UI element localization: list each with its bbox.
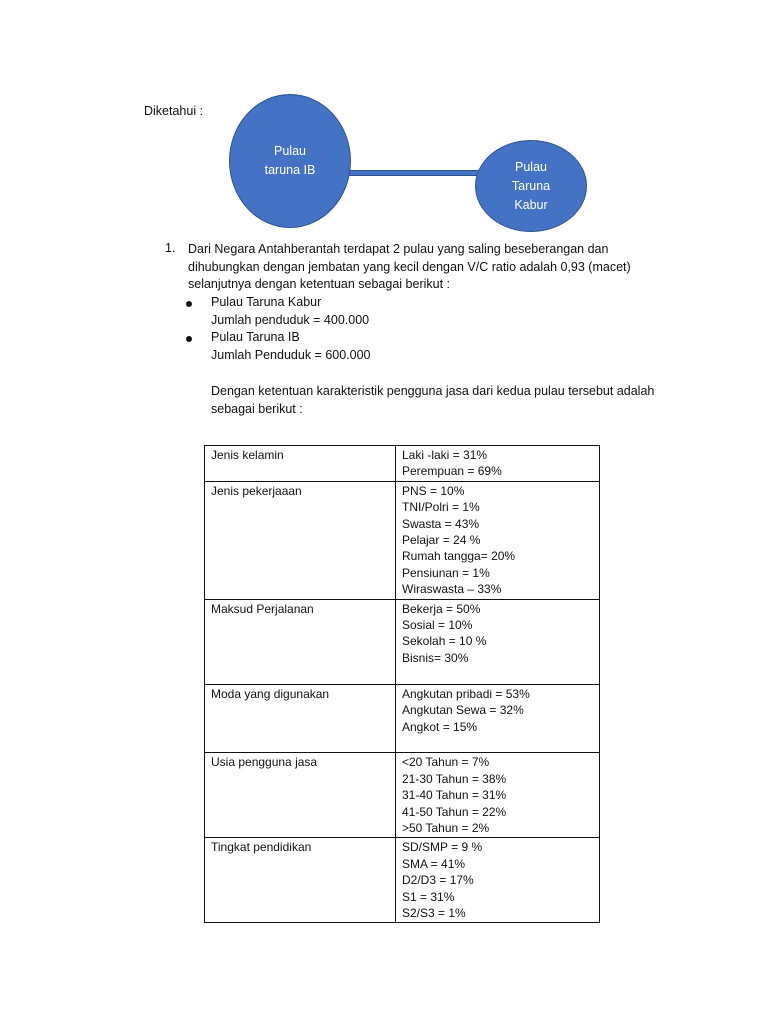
- bullet-title: Pulau Taruna Kabur: [211, 295, 322, 309]
- island-taruna-kabur: [475, 140, 587, 232]
- row-label: Usia pengguna jasa: [205, 753, 396, 838]
- value-line: Angkutan pribadi = 53%: [402, 686, 530, 701]
- value-line: Laki -laki = 31%: [402, 448, 488, 462]
- row-values: [396, 599, 600, 684]
- value-line: 21-30 Tahun = 38%: [402, 771, 507, 786]
- row-label: Tingkat pendidikan: [205, 838, 396, 923]
- row-label: Jenis pekerjaaan: [205, 481, 396, 599]
- row-values: [396, 684, 600, 753]
- value-line: Wiraswasta – 33%: [402, 582, 502, 597]
- paragraph-line: selanjutnya dengan ketentuan sebagai berikut :: [188, 277, 450, 291]
- bullet-item: [211, 329, 371, 364]
- bullet-detail: Jumlah penduduk = 400.000: [211, 312, 370, 327]
- item-number: 1.: [165, 241, 176, 255]
- value-line: SMA = 41%: [402, 856, 466, 871]
- value-line: 41-50 Tahun = 22%: [402, 804, 507, 819]
- island-label: Pulau: [274, 144, 306, 158]
- value-line: SD/SMP = 9 %: [402, 840, 483, 855]
- value-line: Swasta = 43%: [402, 516, 480, 531]
- value-line: Pensiunan = 1%: [402, 565, 490, 580]
- island-taruna-ib: [229, 94, 351, 228]
- heading-known: Diketahui :: [144, 104, 204, 118]
- row-label: Jenis kelamin: [205, 446, 396, 482]
- table-row: [205, 481, 600, 599]
- value-line: S2/S3 = 1%: [402, 905, 466, 920]
- value-line: Sosial = 10%: [402, 618, 473, 633]
- value-line: Angkot = 15%: [402, 719, 478, 734]
- row-label: Moda yang digunakan: [205, 684, 396, 753]
- bullet-icon: [186, 336, 192, 342]
- bullet-detail: Jumlah Penduduk = 600.000: [211, 347, 371, 362]
- table-row: [205, 838, 600, 923]
- value-line: Bisnis= 30%: [402, 650, 469, 665]
- value-line: TNI/Polri = 1%: [402, 500, 480, 515]
- row-values: [396, 753, 600, 838]
- value-line: Angkutan Sewa = 32%: [402, 703, 524, 718]
- row-values: [396, 481, 600, 599]
- bullet-title: Pulau Taruna IB: [211, 330, 300, 344]
- value-line: PNS = 10%: [402, 483, 465, 498]
- closing-paragraph: [211, 383, 654, 418]
- paragraph-line: sebagai berikut :: [211, 401, 303, 416]
- value-line: <20 Tahun = 7%: [402, 755, 490, 770]
- table-row: [205, 599, 600, 684]
- island-diagram: [0, 0, 768, 240]
- value-line: D2/D3 = 17%: [402, 873, 474, 888]
- value-line: 31-40 Tahun = 31%: [402, 788, 507, 803]
- row-label: Maksud Perjalanan: [205, 599, 396, 684]
- table-row: [205, 684, 600, 753]
- table-row: [205, 446, 600, 482]
- bridge-connector: [347, 170, 489, 176]
- paragraph-line: Dengan ketentuan karakteristik pengguna jasa dari kedua pulau tersebut adalah: [211, 384, 655, 398]
- value-line: Pelajar = 24 %: [402, 533, 481, 548]
- value-line: [402, 666, 593, 682]
- value-line: Bekerja = 50%: [402, 601, 481, 616]
- value-line: S1 = 31%: [402, 889, 455, 904]
- value-line: Rumah tangga= 20%: [402, 549, 516, 564]
- island-label: Pulau: [515, 159, 547, 174]
- paragraph-line: Dari Negara Antahberantah terdapat 2 pulau yang saling beseberangan dan: [188, 242, 609, 256]
- value-line: Sekolah = 10 %: [402, 634, 487, 649]
- island-label: Taruna: [511, 178, 551, 193]
- value-line: Perempuan = 69%: [402, 464, 502, 479]
- island-label: Kabur: [514, 197, 548, 212]
- item-paragraph: [188, 241, 668, 294]
- bullet-item: [211, 294, 369, 329]
- value-line: [402, 735, 593, 751]
- island-label: taruna IB: [264, 163, 316, 177]
- row-values: [396, 838, 600, 923]
- row-values: [396, 446, 600, 482]
- characteristics-table: [204, 445, 600, 923]
- paragraph-line: dihubungkan dengan jembatan yang kecil dengan V/C ratio adalah 0,93 (macet): [188, 259, 631, 274]
- bullet-icon: [186, 301, 192, 307]
- value-line: >50 Tahun = 2%: [402, 820, 490, 835]
- table-row: [205, 753, 600, 838]
